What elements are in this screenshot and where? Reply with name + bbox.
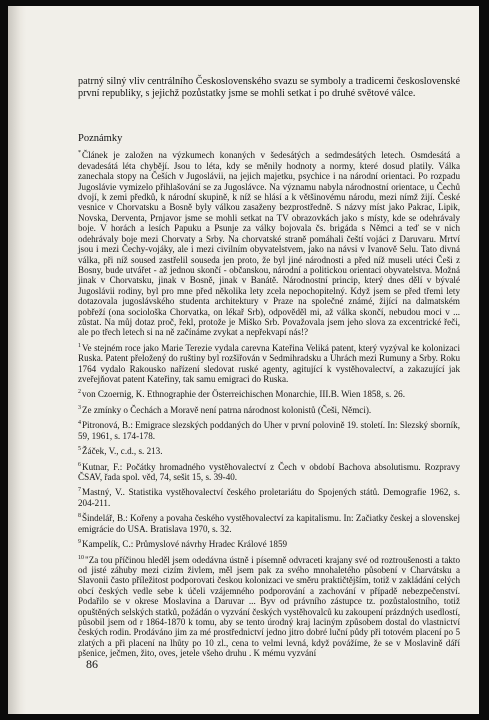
- footnote: [78, 403, 460, 415]
- footnote-text: Ve stejném roce jako Marie Terezie vydala carevna Kateřina Veliká patent, který vyzýval ke kolonizaci Ruska. Patent přeložený do ruštiny byl rozšiřován v Sedmihradsku a Uhrách mezi Rumuny a Srby. Roku 1764 vydalo Rakousko nařízení sledovat ruské agenty, agitující k vystěhovalectví, a zakazující jak zveřejňovat patent Kateřiny, tak samu emigraci do Ruska.: [78, 342, 460, 384]
- footnote-text: Mastný, V.. Statistika vystěhovalectví českého proletariátu do Spojených států. Demografie 1962, s. 204-211.: [78, 487, 460, 508]
- footnote-number: 6: [78, 461, 81, 468]
- footnote-number: 9: [78, 539, 81, 546]
- page-content: [78, 76, 460, 662]
- footnote-number: 7: [78, 487, 81, 494]
- footnote: [78, 553, 460, 659]
- footnote-text: Článek je založen na výzkumech konaných v šedesátých a sedmdesátých letech. Osmdesátá a devadesátá léta chybějí. Jsou to léta, kdy se měnily hodnoty a normy, které dosud platily. Válka zanechala stopy na Češích v Jugoslávii, na jejich majetku, psychice i na národní orientaci. Po rozpadu Jugoslávie vymizelo přihlašování se za Jugoslávce. Na významu nabyla národnostní orientace, u Čechů dvojí, k zemi předků, k národní skupině, k níž se hlásí a k většinovému národu, mezi nímž žijí. České vesnice v Chorvatsku a Bosně byly válkou zasaženy bezprostředně. S názvy míst jako Pakrac, Lipik, Novska, Derventa, Prnjavor jsme se mohli setkat na TV obrazovkách jako s místy, kde se odehrávaly boje. V horách a lesích Papuku a Psunje za války bojovala čs. brigáda s Němci a teď se v nich odehrávaly boje mezi Chorvaty a Srby. Na chorvatské straně pomáhali čeští vojáci z Daruvaru. Mrtví jsou i mezi Čechy-vojáky, ale i mezi civilním obyvatelstvem, jako na návsi v Ivanově Selu. Tato divná válka, při níž soused zastřelil souseda jen proto, že byl jiné národnosti a před níž museli utéci Češi z Bosny, bude utvářet - až jednou skončí - občanskou, národní a politickou orientaci obyvatelstva. Možná jinak v Chorvatsku, jinak v Bosně, jinak v Banátě. Národnostní princip, který dnes dělí v bývalé Jugoslávii rodiny, byl pro mne před několika lety zcela nepochopitelný. Když jsem se před třemi lety dotazovala jugoslávského studenta architektury v Praze na společné známé, žijící na dalmatském pobřeží (ona sociološka Chorvatka, on lékař Srb), odpověděl mi, až válka skončí, nebudou moci v ... zůstat. Na můj dotaz proč, řekl, protože je Miško Srb. Považovala jsem jeho slova za excentrické řeči, ale po třech letech si na ně začínáme zvykat a nepřekvapí nás!?: [78, 150, 460, 338]
- footnote-number: *: [78, 150, 81, 157]
- footnote-text: Kutnar, F.: Počátky hromadného vystěhovalectví z Čech v období Bachova absolutismu. Rozpravy ČSAV, řada spol. věd, 74, sešit 15, s. 39-40.: [78, 461, 460, 482]
- footnote-text: Ze zmínky o Čechách a Moravě není patrna národnost kolonistů (Češi, Němci).: [82, 404, 372, 415]
- footnote: [78, 418, 460, 441]
- footnote: [78, 485, 460, 508]
- notes-heading: Poznámky: [78, 133, 123, 144]
- footnote: [78, 444, 460, 456]
- page-number: 86: [86, 657, 98, 671]
- intro-paragraph: patrný silný vliv centrálního Československého svazu se symboly a tradicemi československé první republiky, s jejichž pozůstatky jsme se mohli setkat i po druhé světové válce.: [78, 76, 460, 99]
- footnote-text: "Za tou příčinou hleděl jsem odedávna ústně i písemně odvraceti krajany své od roztroušenosti a takto od jisté záhuby mezi cizím živlem, měl jsem pak za svého mnohaletého působení v Charvátsku a Slavonii často příležitost podporovati českou kolonizaci ve směru praktičtějším, totiž v zakládání celých obcí českých vedle sebe k účeli vzájemného podporování a zachování v případě nebezpečenství. Podařilo se v okrese Moslavina a Daruvar ... Byv od právního zástupce tz. pozůstalostního, totiž opuštěných selských statků, požádán o vyzvání českých vystěhovalců ku zakoupení prázdných usedlostí, působil jsem od r 1864-1870 k tomu, aby se tento úrodný kraj laciným způsobem dostal do vlastnictví českých rodin. Prodáváno jim za mé prostřednictví jedno jitro dobré luční půdy při totovém placení po 5 zlatých a při placení na lhůty po 10 zl., cena to velmi levná, když povážíme, že se v Moslavině dáří pšenice, ječmen, žito, oves, jetele všeho druhu . K mému vyzvání: [78, 554, 460, 659]
- footnote: [78, 148, 460, 337]
- footnote-number: 1: [78, 342, 81, 349]
- footnote: [78, 537, 460, 549]
- footnote: [78, 341, 460, 385]
- footnote-number: 8: [78, 513, 81, 520]
- footnote-text: Pitronová, B.: Emigrace slezských poddaných do Uher v první polovině 19. století. In: Slezský sborník, 59, 1961, s. 174-178.: [78, 420, 460, 441]
- footnote: [78, 387, 460, 399]
- footnote: [78, 460, 460, 483]
- footnote-text: von Czoernig, K. Ethnographie der Österreichischen Monarchie, III.B. Wien 1858, s. 26.: [82, 389, 405, 400]
- binding-shadow: [8, 6, 26, 714]
- footnote-number: 2: [78, 389, 81, 396]
- footnote-text: Kampelík, C.: Průmyslové návrhy Hradec Králové 1859: [82, 539, 288, 550]
- footnote: [78, 511, 460, 534]
- footnote-number: 5: [78, 446, 81, 453]
- footnote-number: 3: [78, 404, 81, 411]
- notes-list: [78, 148, 460, 658]
- book-page: [8, 6, 479, 714]
- footnote-text: Žáček, V., c.d., s. 213.: [82, 446, 163, 457]
- footnote-number: 4: [78, 420, 81, 427]
- footnote-number: 10: [78, 554, 84, 561]
- footnote-text: Šindelář, B.: Kořeny a povaha českého vystěhovalectví za kapitalismu. In: Začiatky českej a slovenskej emigrácie do USA. Bratislava 1970, s. 32.: [78, 513, 460, 534]
